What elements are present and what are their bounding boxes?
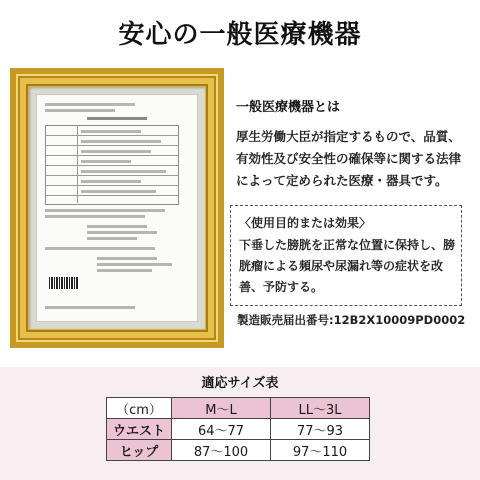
purpose-text: 下垂した膀胱を正常な位置に保持し、膀胱瘤による頻尿や尿漏れ等の症状を改善、予防する。 <box>239 238 456 294</box>
size-column-m-l: M～L <box>172 398 271 419</box>
definition-heading: 一般医療機器とは <box>236 100 341 115</box>
table-cell: 64～77 <box>172 419 271 440</box>
page-title: 安心の一般医療機器 <box>118 20 362 50</box>
table-cell: 77～93 <box>271 419 370 440</box>
definition-text: 厚生労働大臣が指定するもので、品質、有効性及び安全性の確保等に関する法律によって定められた医療・器具です。 <box>236 129 462 188</box>
size-unit: （cm） <box>107 398 172 419</box>
purpose-box <box>230 205 462 306</box>
table-row <box>107 419 370 440</box>
size-table <box>106 397 370 461</box>
certificate-document <box>36 94 198 322</box>
row-label-waist: ウエスト <box>107 419 172 440</box>
barcode <box>49 277 79 289</box>
purpose-heading: 〈使用目的または効果〉 <box>239 216 372 230</box>
table-cell: 97～110 <box>271 440 370 461</box>
size-table-title: 適応サイズ表 <box>201 376 279 391</box>
size-table-header-row <box>107 398 370 419</box>
table-cell: 87～100 <box>172 440 271 461</box>
certificate-frame-image <box>10 68 224 348</box>
size-column-ll-3l: LL～3L <box>271 398 370 419</box>
registration-number: 製造販売届出番号:12B2X10009PD0002 <box>237 313 466 327</box>
table-row <box>107 440 370 461</box>
row-label-hip: ヒップ <box>107 440 172 461</box>
